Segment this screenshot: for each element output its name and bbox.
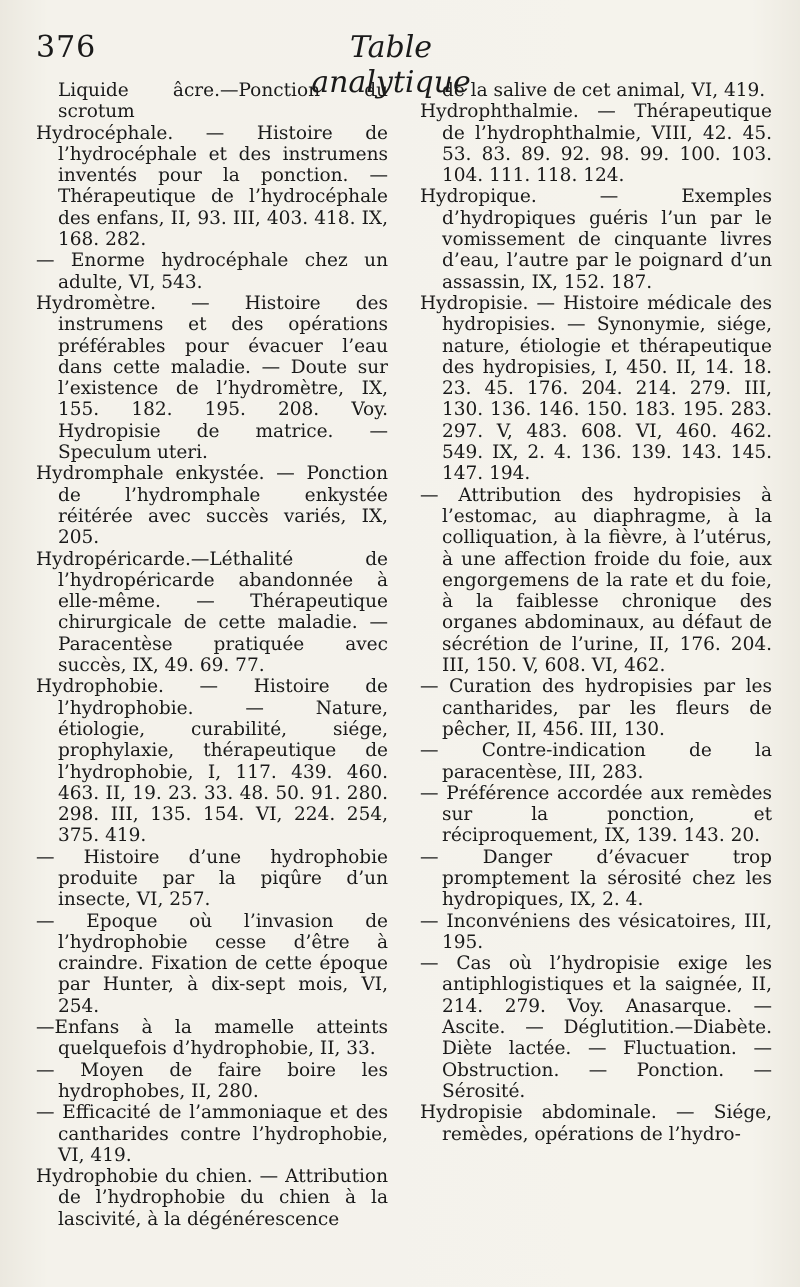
index-entry: Hydromètre. — Histoire des instrumens et des opérations préférables pour évacuer l’eau dans cette maladie. — Doute sur l’existence de l’hydromètre, IX, 155. 182. 195. 208. Voy. Hydropisie de matrice. — Speculum uteri.	[36, 292, 388, 464]
index-subentry: — Inconvéniens des vésicatoires, III, 195.	[420, 910, 772, 953]
index-subentry: — Préférence accordée aux remèdes sur la ponction, et réciproquement, IX, 139. 143. 20.	[420, 782, 772, 847]
index-entry: Hydromphale enkystée. — Ponction de l’hydromphale enkystée réitérée avec succès variés, IX, 205.	[36, 463, 388, 549]
index-subentry: — Contre-indication de la paracentèse, III, 283.	[420, 740, 772, 783]
index-subentry: — Danger d’évacuer trop promptement la sérosité chez les hydropiques, IX, 2. 4.	[420, 846, 772, 911]
index-subentry: — Cas où l’hydropisie exige les antiphlogistiques et la saignée, II, 214. 279. Voy. Anasarque. — Ascite. — Déglutition.—Diabète. Diète lactée. — Fluctuation. — Obstruction. — Ponction. — Sérosité.	[420, 953, 772, 1102]
index-entry: Hydrophobie du chien. — Attribution de l’hydrophobie du chien à la lascivité, à la dégénérescence	[36, 1166, 388, 1230]
index-entry: Liquide âcre.—Ponction du scrotum	[58, 80, 388, 123]
index-entry: Hydrophthalmie. — Thérapeutique de l’hydrophthalmie, VIII, 42. 45. 53. 83. 89. 92. 98. 99. 100. 103. 104. 111. 118. 124.	[420, 101, 772, 187]
page-number: 376	[36, 30, 97, 65]
index-subentry: — Efficacité de l’ammoniaque et des cantharides contre l’hydrophobie, VI, 419.	[36, 1102, 388, 1166]
index-entry: Hydropisie. — Histoire médicale des hydropisies. — Synonymie, siége, nature, étiologie et thérapeutique des hydropisies, I, 450. II, 14. 18. 23. 45. 176. 204. 214. 279. III, 130. 136. 146. 150. 183. 195. 283. 297. V, 483. 608. VI, 460. 462. 549. IX, 2. 4. 136. 139. 143. 145. 147. 194.	[420, 292, 772, 485]
index-entry: Hydropéricarde.—Léthalité de l’hydropéricarde abandonnée à elle-même. — Thérapeutique chirurgicale de cette maladie. — Paracentèse pratiquée avec succès, IX, 49. 69. 77.	[36, 548, 388, 677]
index-columns	[36, 80, 772, 1230]
index-subentry: — Enorme hydrocéphale chez un adulte, VI, 543.	[36, 250, 388, 293]
index-entry: Hydropisie abdominale. — Siége, remèdes, opérations de l’hydro-	[420, 1102, 772, 1145]
index-entry: Hydrocéphale. — Histoire de l’hydrocéphale et des instrumens inventés pour la ponction. — Thérapeutique de l’hydrocéphale des enfans, II, 93. III, 403. 418. IX, 168. 282.	[36, 122, 388, 251]
index-entry: de la salive de cet animal, VI, 419.	[442, 80, 766, 101]
index-subentry: — Epoque où l’invasion de l’hydrophobie cesse d’être à craindre. Fixation de cette époque par Hunter, à dix-sept mois, VI, 254.	[36, 910, 388, 1017]
index-subentry: — Histoire d’une hydrophobie produite par la piqûre d’un insecte, VI, 257.	[36, 846, 388, 911]
index-entry: Hydropique. — Exemples d’hydropiques guéris l’un par le vomissement de cinquante livres d’eau, l’autre par le poignard d’un assassin, IX, 152. 187.	[420, 186, 772, 293]
index-subentry: — Moyen de faire boire les hydrophobes, II, 280.	[36, 1059, 388, 1102]
index-subentry: —Enfans à la mamelle atteints quelquefois d’hydrophobie, II, 33.	[36, 1017, 388, 1060]
running-title: Table analytique	[311, 30, 471, 100]
right-column	[420, 80, 772, 1230]
index-entry: Hydrophobie. — Histoire de l’hydrophobie. — Nature, étiologie, curabilité, siége, prophylaxie, thérapeutique de l’hydrophobie, I, 117. 439. 460. 463. II, 19. 23. 33. 48. 50. 91. 280. 298. III, 135. 154. VI, 224. 254, 375. 419.	[36, 676, 388, 847]
left-column	[36, 80, 388, 1230]
index-subentry: — Attribution des hydropisies à l’estomac, au diaphragme, à la colliquation, à la fièvre, à l’utérus, à une affection froide du foie, aux engorgemens de la rate et du foie, à la faiblesse chronique des organes abdominaux, au défaut de sécrétion de l’urine, II, 176. 204. III, 150. V, 608. VI, 462.	[420, 484, 772, 677]
index-subentry: — Curation des hydropisies par les cantharides, par les fleurs de pêcher, II, 456. III, 130.	[420, 676, 772, 740]
